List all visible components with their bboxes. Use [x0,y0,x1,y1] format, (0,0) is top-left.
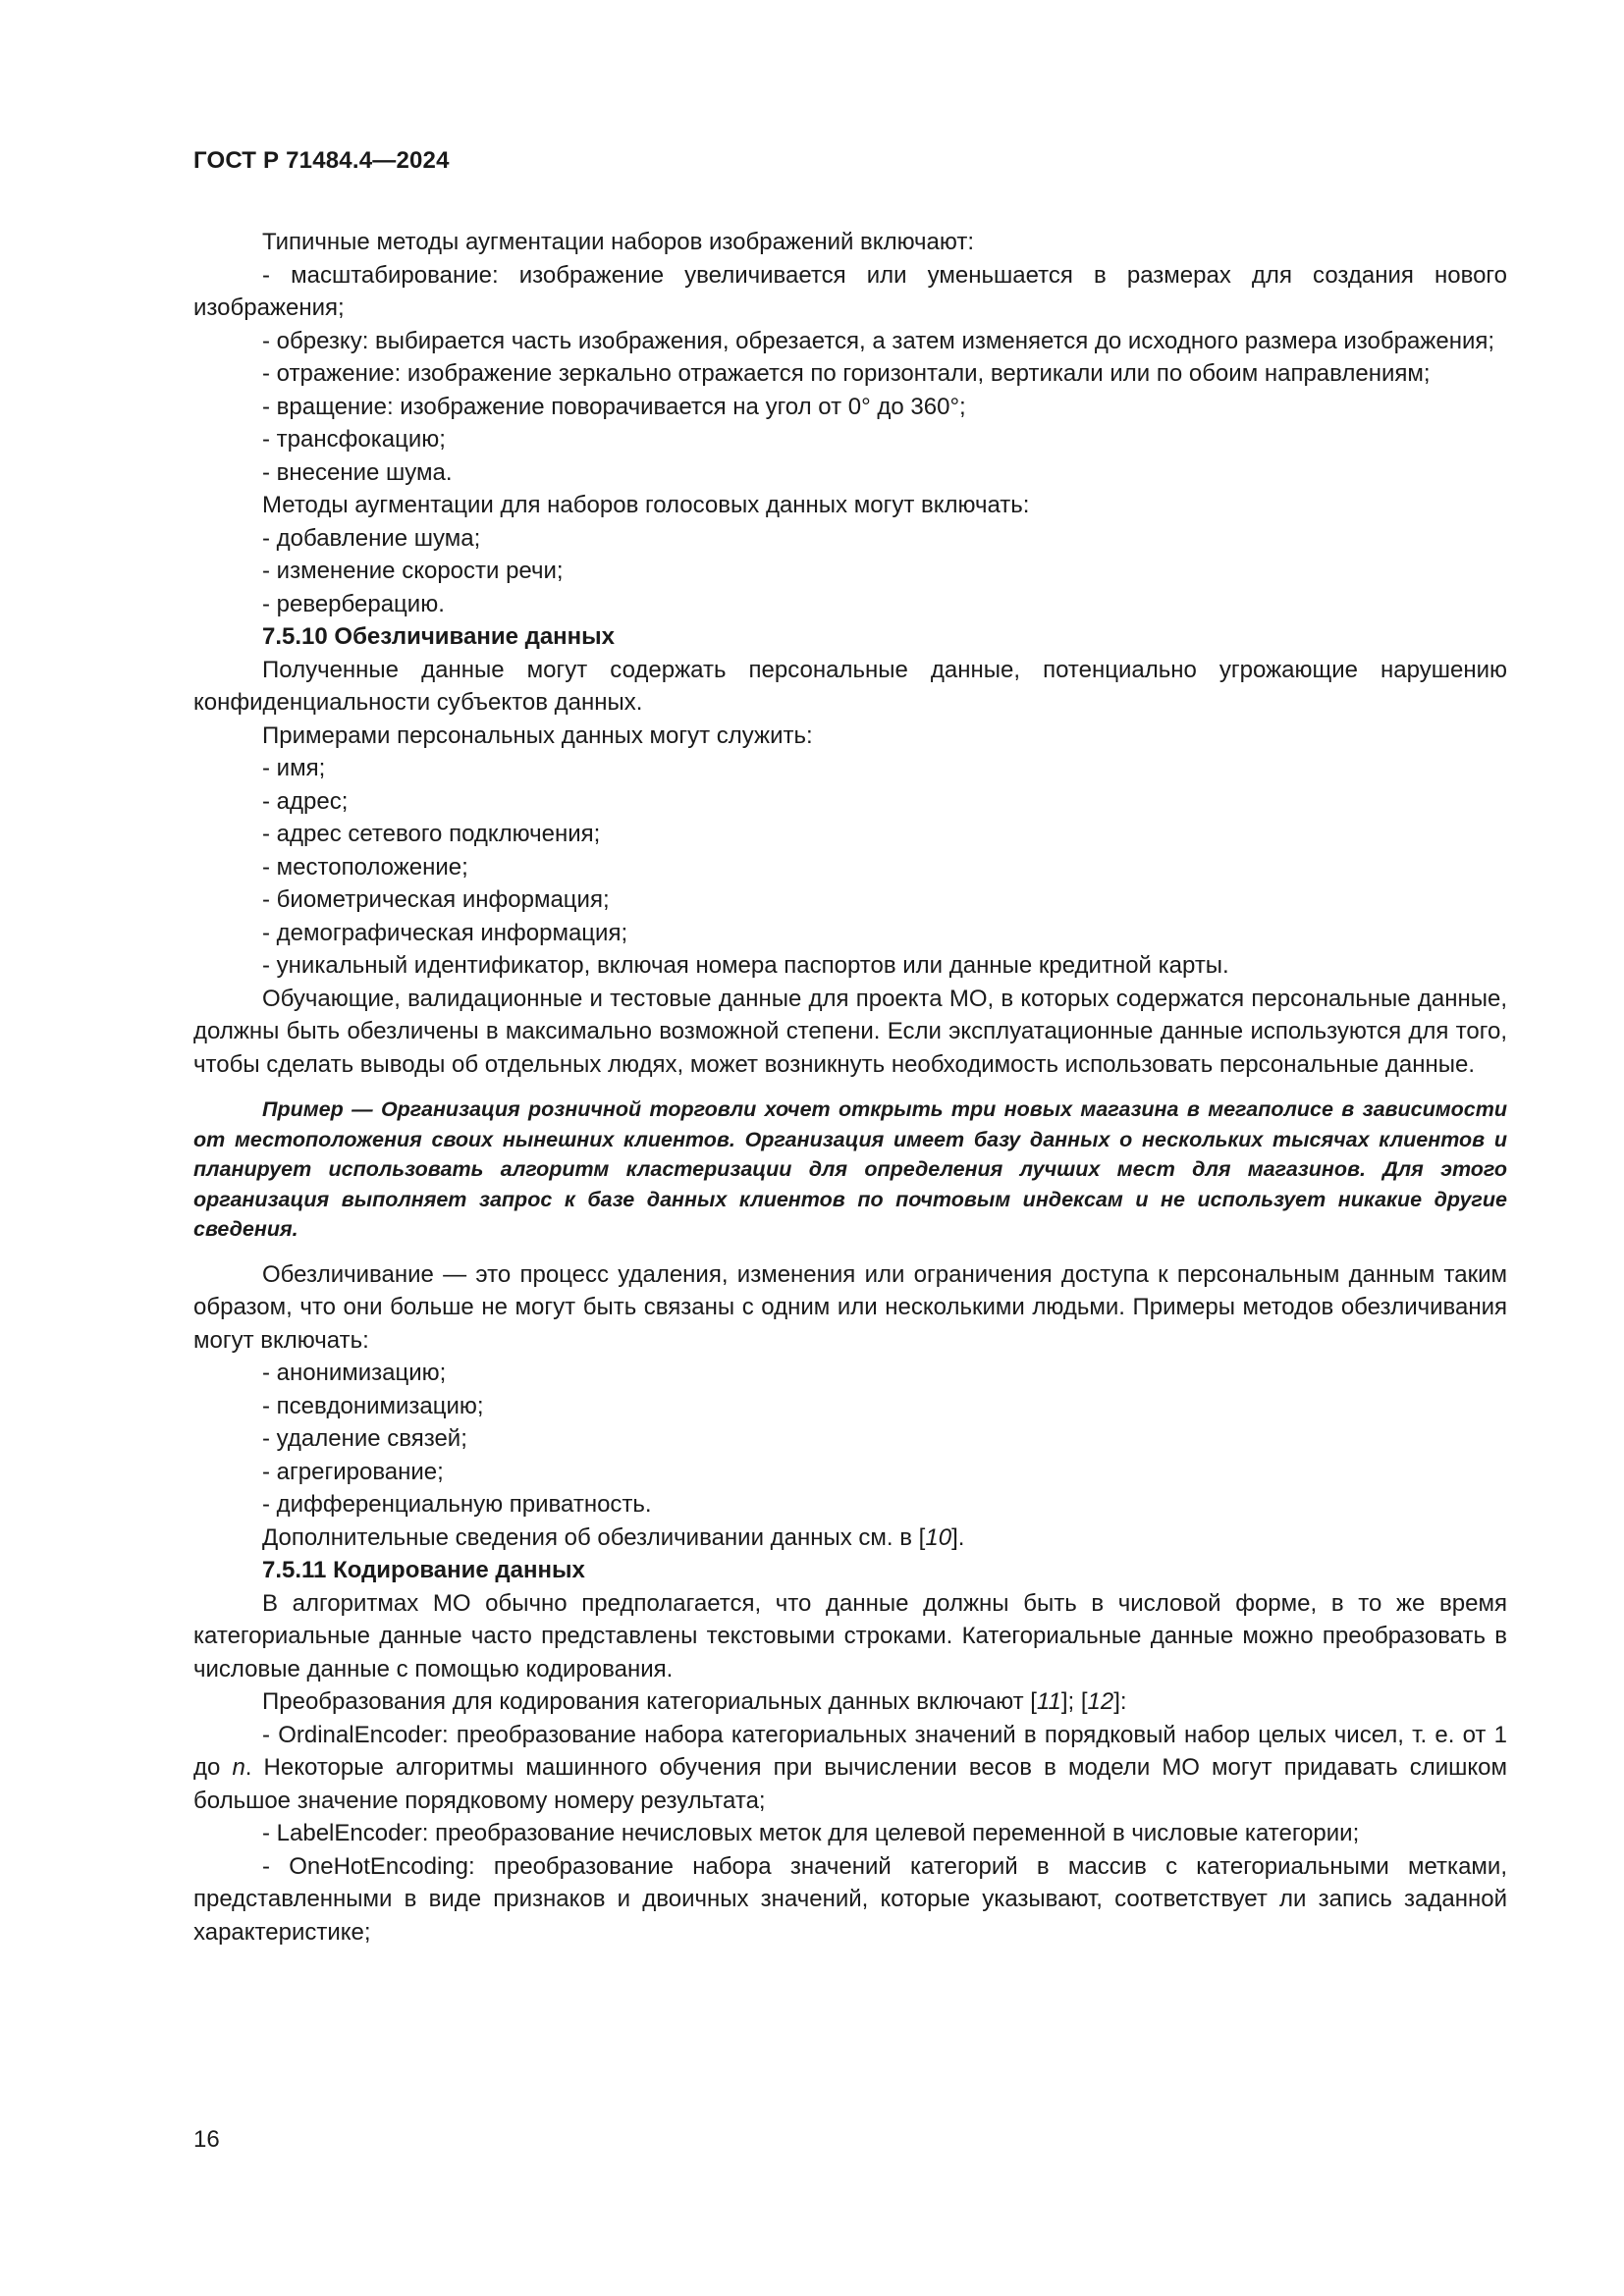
list-item: - имя; [262,755,326,781]
list-item-text: - OrdinalEncoder: преобразование набора категориальных значений в порядковый набор целых чисел, т. е. от 1 до [193,1721,1507,1781]
list-item [193,1719,1507,1818]
list-item: - адрес сетевого подключения; [262,821,601,847]
document-body [193,226,1507,1949]
list-item: - демографическая информация; [262,919,628,946]
list-item: - вращение: изображение поворачивается на угол от 0° до 360°; [262,393,966,420]
ref-text: ]. [951,1523,965,1551]
list-item: - реверберацию. [262,590,445,617]
ref-text: Дополнительные сведения об обезличивании данных см. в [ [262,1523,926,1551]
list-item: - LabelEncoder: преобразование нечисловых меток для целевой переменной в числовые категории; [262,1820,1360,1846]
list-item: - масштабирование: изображение увеличивается или уменьшается в размерах для создания нового изображения; [193,261,1507,321]
ref-text: ]: [1113,1688,1127,1715]
list-item: - изменение скорости речи; [262,558,564,584]
list-item: - трансфокацию; [262,426,446,453]
list-item: - псевдонимизацию; [262,1392,484,1419]
paragraph: Примерами персональных данных могут служить: [262,721,813,749]
list-item: - OneHotEncoding: преобразование набора значений категорий в массив с категориальными метками, представленными в виде признаков и двоичных значений, которые указывают, соответствует ли запись заданной характеристике; [193,1852,1507,1946]
page-number: 16 [193,2126,220,2153]
list-item: - добавление шума; [262,524,481,552]
list-item: - анонимизацию; [262,1360,447,1386]
paragraph [193,1685,1507,1719]
paragraph: Обезличивание — это процесс удаления, изменения или ограничения доступа к персональным данным таким образом, что они больше не могут быть связаны с одним или несколькими людьми. Примеры методов обезличивания могут включать: [193,1260,1507,1354]
reference-link: 10 [925,1523,952,1551]
list-item: - обрезку: выбирается часть изображения, обрезается, а затем изменяется до исходного размера изображения; [262,327,1495,354]
list-item: - внесение шума. [262,458,453,486]
list-item: - дифференциальную приватность. [262,1491,652,1518]
paragraph: Методы аугментации для наборов голосовых данных могут включать: [262,492,1030,518]
document-header: ГОСТ Р 71484.4—2024 [193,147,450,174]
list-item: - адрес; [262,787,349,815]
list-item: - биометрическая информация; [262,886,610,913]
list-item: - местоположение; [262,853,468,881]
paragraph: Обучающие, валидационные и тестовые данные для проекта МО, в которых содержатся персональные данные, должны быть обезличены в максимально возможной степени. Если эксплуатационные данные используются для того, чтобы сделать выводы об отдельных людях, может возникнуть необходимость использовать персональные данные. [193,985,1507,1078]
paragraph: В алгоритмах МО обычно предполагается, что данные должны быть в числовой форме, в то же время категориальные данные часто представлены текстовыми строками. Категориальные данные можно преобразовать в числовые данные с помощью кодирования. [193,1589,1507,1682]
section-heading: 7.5.11 Кодирование данных [262,1557,585,1583]
paragraph [193,1522,1507,1555]
ref-text: Преобразования для кодирования категориальных данных включают [ [262,1688,1037,1715]
reference-link: 11 [1036,1688,1061,1715]
reference-link: 12 [1087,1688,1114,1715]
list-item: - агрегирование; [262,1458,444,1485]
section-heading: 7.5.10 Обезличивание данных [262,623,616,650]
list-item: - отражение: изображение зеркально отражается по горизонтали, вертикали или по обоим направлениям; [262,360,1431,387]
paragraph: Типичные методы аугментации наборов изображений включают: [262,229,975,255]
example-note: Пример — Организация розничной торговли хочет открыть три новых магазина в мегаполисе в зависимости от местоположения своих нынешних клиентов. Организация имеет базу данных о нескольких тысячах клиентов и планирует использовать алгоритм кластеризации для определения лучших мест для магазинов. Для этого организация выполняет запрос к базе данных клиентов по почтовым индексам и не использует никакие другие сведения. [193,1097,1507,1241]
list-item: - удаление связей; [262,1425,467,1452]
list-item-text: . Некоторые алгоритмы машинного обучения при вычислении весов в модели МО могут придавать слишком большое значение порядковому номеру результата; [193,1754,1507,1814]
list-item: - уникальный идентификатор, включая номера паспортов или данные кредитной карты. [262,952,1229,979]
ref-text: ]; [ [1060,1688,1088,1715]
paragraph: Полученные данные могут содержать персональные данные, потенциально угрожающие нарушению конфиденциальности субъектов данных. [193,656,1507,716]
math-variable: n [232,1754,245,1781]
